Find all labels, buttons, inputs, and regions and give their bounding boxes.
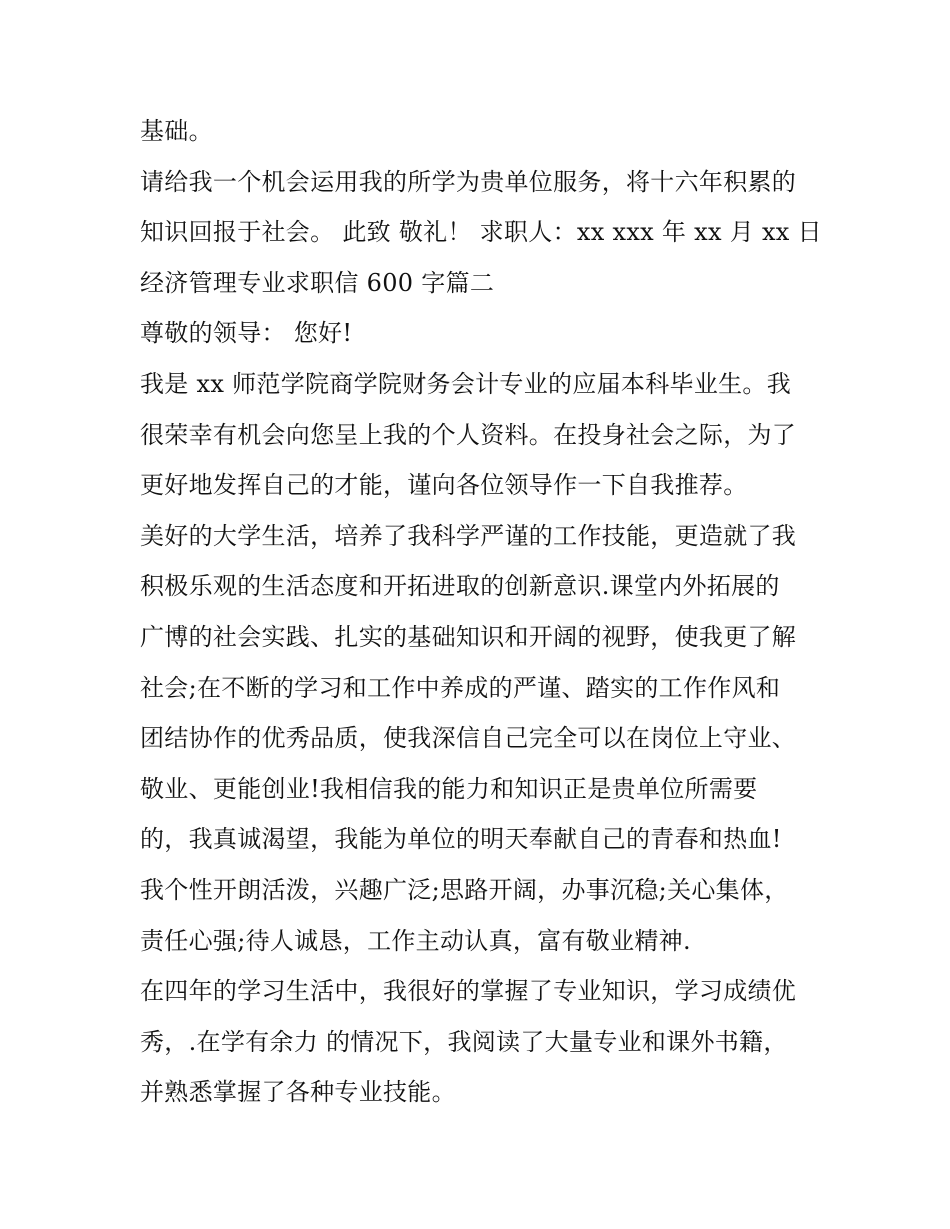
text-line: 在四年的学习生活中，我很好的掌握了专业知识，学习成绩优 (140, 977, 797, 1006)
salutation: 尊敬的领导： 您好! (140, 319, 353, 348)
text-line: 敬业、更能创业!我相信我的能力和知识正是贵单位所需要 (140, 774, 758, 803)
text-line: 很荣幸有机会向您呈上我的个人资料。在投身社会之际，为了 (140, 420, 797, 449)
text-line: 基础。 (140, 117, 213, 145)
text-line: 知识回报于社会。 此致 敬礼！ 求职人：xx xxx 年 xx 月 xx 日 (140, 218, 822, 247)
text-line: 责任心强;待人诚恳，工作主动认真，富有敬业精神. (140, 926, 691, 955)
text-line: 美好的大学生活，培养了我科学严谨的工作技能，更造就了我 (140, 521, 797, 550)
section-title: 经济管理专业求职信 600 字篇二 (140, 268, 495, 297)
text-line: 更好地发挥自己的才能，谨向各位领导作一下自我推荐。 (140, 471, 748, 500)
text-line: 并熟悉掌握了各种专业技能。 (140, 1078, 456, 1107)
text-line: 我是 xx 师范学院商学院财务会计专业的应届本科毕业生。我 (140, 369, 792, 398)
text-line: 请给我一个机会运用我的所学为贵单位服务，将十六年积累的 (140, 167, 797, 196)
text-line: 的，我真诚渴望，我能为单位的明天奉献自己的青春和热血! (140, 825, 782, 854)
text-line: 团结协作的优秀品质，使我深信自己完全可以在岗位上守业、 (140, 724, 797, 753)
text-line: 秀，.在学有余力 的情况下，我阅读了大量专业和课外书籍， (140, 1027, 788, 1056)
text-line: 积极乐观的生活态度和开拓进取的创新意识.课堂内外拓展的 (140, 572, 780, 601)
body-text (140, 106, 830, 1118)
text-line: 我个性开朗活泼，兴趣广泛;思路开阔，办事沉稳;关心集体， (140, 875, 789, 904)
text-line: 社会;在不断的学习和工作中养成的严谨、踏实的工作作风和 (140, 673, 781, 702)
text-line: 广博的社会实践、扎实的基础知识和开阔的视野，使我更了解 (140, 622, 797, 651)
